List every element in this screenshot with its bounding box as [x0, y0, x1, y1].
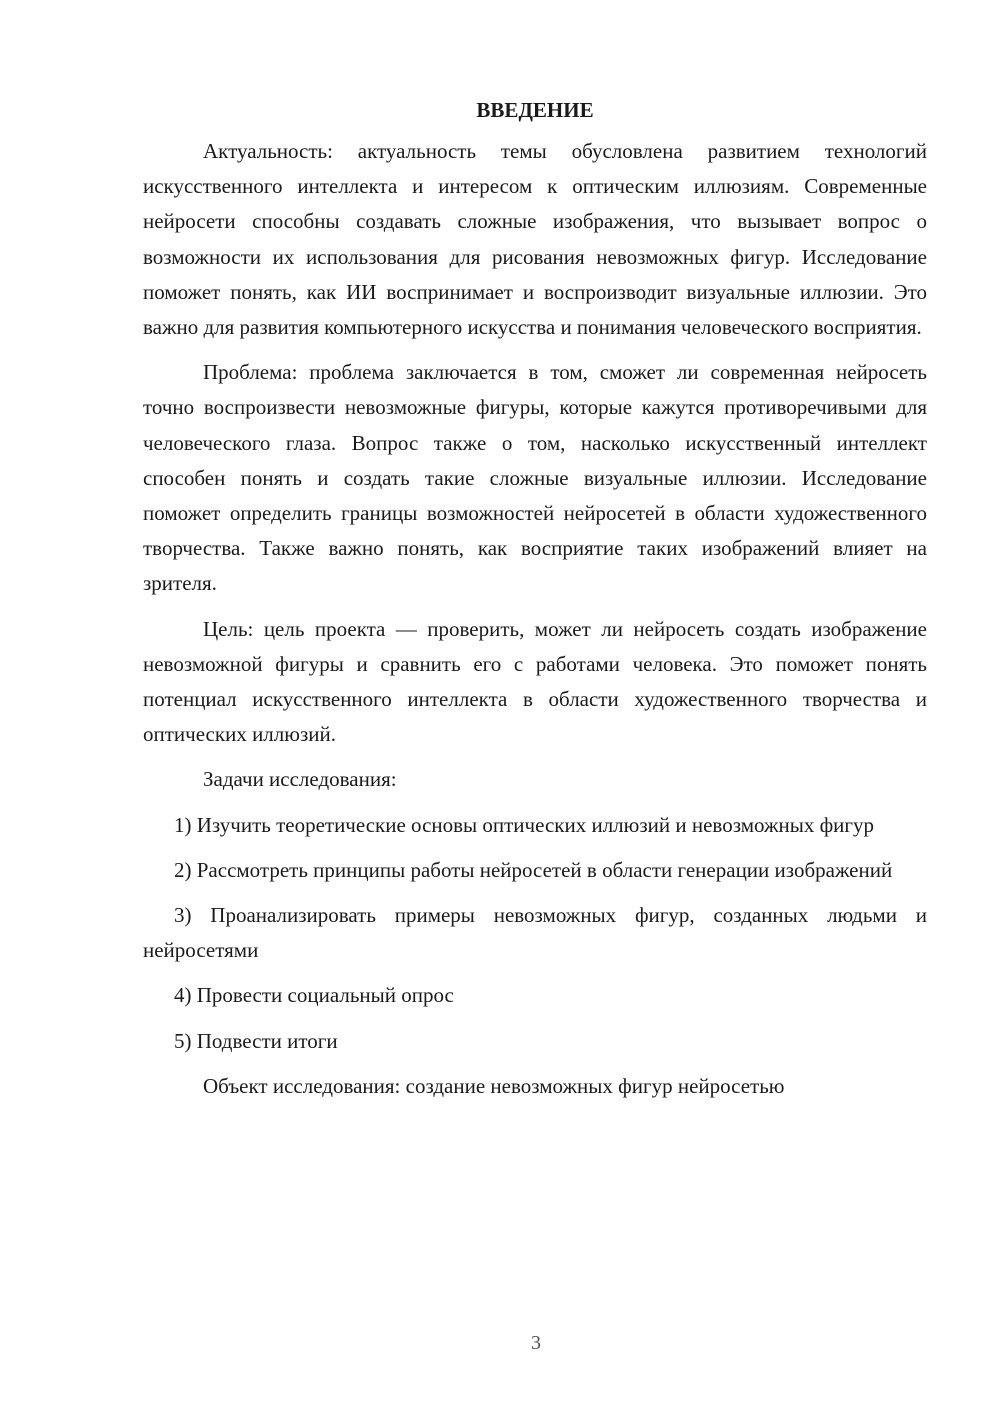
paragraph-problem: Проблема: проблема заключается в том, сможет ли современная нейросеть точно воспроизвести невозможные фигуры, которые кажутся противоречивыми для человеческого глаза. Вопрос также о том, насколько искусственный интеллект способен понять и создать такие сложные визуальные иллюзии. Исследование поможет определить границы возможностей нейросетей в области художественного творчества. Также важно понять, как восприятие таких изображений влияет на зрителя.: [143, 360, 927, 596]
paragraph-goal: Цель: цель проекта — проверить, может ли нейросеть создать изображение невозможной фигуры и сравнить его с работами человека. Это поможет понять потенциал искусственного интеллекта в области художественного творчества и оптических иллюзий.: [143, 616, 927, 747]
paragraph-relevance: Актуальность: актуальность темы обусловлена развитием технологий искусственного интеллекта и интересом к оптическим иллюзиям. Современные нейросети способны создавать сложные изображения, что вызывает вопрос о возможности их использования для рисования невозможных фигур. Исследование поможет понять, как ИИ воспринимает и воспроизводит визуальные иллюзии. Это важно для развития компьютерного искусства и понимания человеческого восприятия.: [143, 139, 927, 340]
page-number: 3: [531, 1332, 541, 1354]
tasks-heading: Задачи исследования:: [203, 767, 397, 792]
document-page: [143, 92, 927, 1114]
task-item-2: 2) Рассмотреть принципы работы нейросетей в области генерации изображений: [174, 857, 893, 882]
task-item-1: 1) Изучить теоретические основы оптических иллюзий и невозможных фигур: [174, 812, 875, 837]
task-item-4: 4) Провести социальный опрос: [174, 983, 454, 1008]
section-title: ВВЕДЕНИЕ: [476, 98, 594, 122]
task-item-3: 3) Проанализировать примеры невозможных фигур, созданных людьми и нейросетями: [143, 903, 927, 963]
paragraph-object: Объект исследования: создание невозможных фигур нейросетью: [203, 1073, 785, 1098]
task-item-5: 5) Подвести итоги: [174, 1028, 338, 1053]
